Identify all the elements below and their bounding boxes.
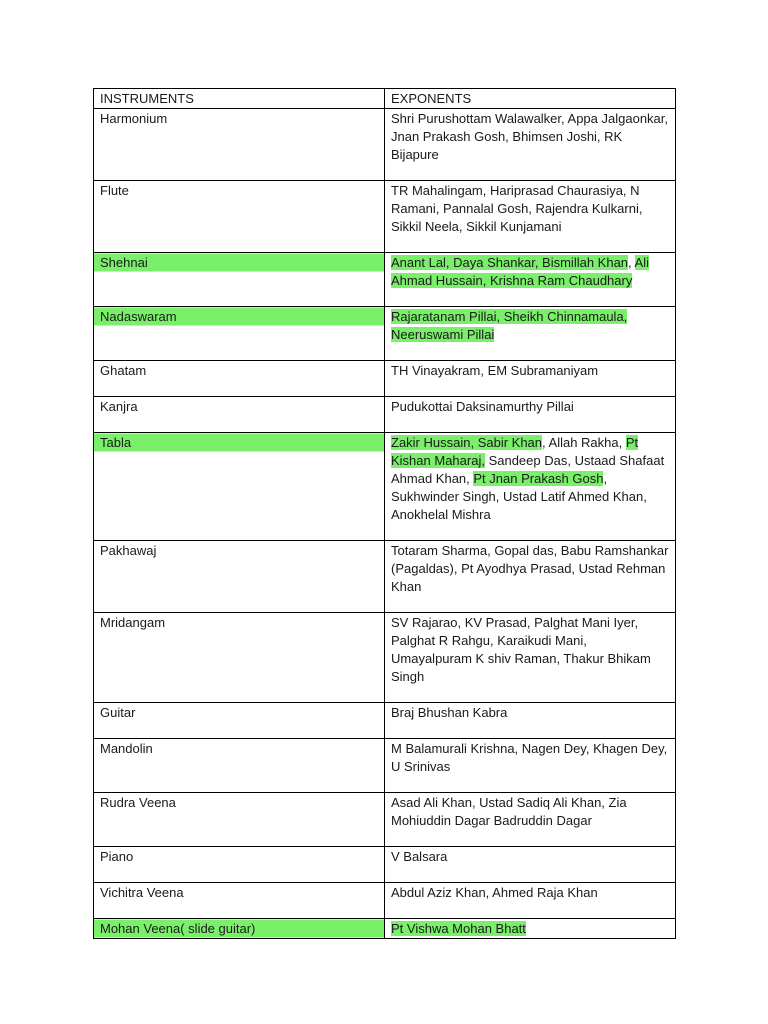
exponent-text: , (628, 255, 635, 270)
instrument-name: Nadaswaram (100, 309, 177, 324)
instrument-cell (94, 883, 385, 919)
exponent-text: Braj Bhushan Kabra (391, 705, 508, 720)
instrument-cell (94, 181, 385, 253)
table-row (94, 361, 676, 397)
table-row (94, 793, 676, 847)
table-row (94, 109, 676, 181)
exponents-cell (385, 397, 676, 433)
instrument-name: Rudra Veena (100, 795, 176, 810)
table-body (94, 89, 676, 939)
document-page (93, 88, 675, 939)
instrument-name: Guitar (100, 705, 136, 720)
exponents-cell (385, 847, 676, 883)
table-row (94, 703, 676, 739)
exponents-cell (385, 109, 676, 181)
instrument-cell (94, 847, 385, 883)
highlighted-text: Pt Kishan Maharaj, (391, 435, 639, 468)
instrument-cell (94, 613, 385, 703)
instrument-name: Harmonium (100, 111, 168, 126)
table-row (94, 919, 676, 939)
table-row (94, 307, 676, 361)
exponents-cell (385, 253, 676, 307)
instrument-name: Kanjra (100, 399, 138, 414)
exponent-text: Asad Ali Khan, Ustad Sadiq Ali Khan, Zia Mohiuddin Dagar Badruddin Dagar (391, 795, 627, 828)
exponents-cell (385, 613, 676, 703)
exponent-text: SV Rajarao, KV Prasad, Palghat Mani Iyer, Palghat R Rahgu, Karaikudi Mani, Umayalpuram K shiv Raman, Thakur Bhikam Singh (391, 615, 651, 684)
table-row (94, 541, 676, 613)
instrument-name: Pakhawaj (100, 543, 157, 558)
instrument-cell (94, 307, 385, 361)
highlighted-text: Zakir Hussain, Sabir Khan (391, 435, 543, 450)
instruments-table (93, 88, 676, 939)
instrument-cell (94, 919, 385, 939)
exponent-text: TH Vinayakram, EM Subramaniyam (391, 363, 599, 378)
instrument-name: Flute (100, 183, 129, 198)
exponent-text: , Sukhwinder Singh, Ustad Latif Ahmed Khan, Anokhelal Mishra (391, 471, 647, 522)
instrument-cell (94, 793, 385, 847)
highlighted-text: Anant Lal, Daya Shankar, Bismillah Khan (391, 255, 629, 270)
instrument-name: Mohan Veena( slide guitar) (100, 921, 256, 936)
exponent-text: , Allah Rakha, (542, 435, 626, 450)
instrument-cell (94, 397, 385, 433)
exponents-cell (385, 919, 676, 939)
exponents-cell (385, 883, 676, 919)
table-row (94, 253, 676, 307)
exponent-text: Abdul Aziz Khan, Ahmed Raja Khan (391, 885, 598, 900)
exponent-text: TR Mahalingam, Hariprasad Chaurasiya, N Ramani, Pannalal Gosh, Rajendra Kulkarni, Sikkil Neela, Sikkil Kunjamani (391, 183, 643, 234)
exponents-cell (385, 703, 676, 739)
header-row (94, 89, 676, 109)
exponents-cell (385, 739, 676, 793)
instrument-cell (94, 361, 385, 397)
exponents-cell (385, 181, 676, 253)
table-row (94, 613, 676, 703)
exponent-text: Shri Purushottam Walawalker, Appa Jalgaonkar, Jnan Prakash Gosh, Bhimsen Joshi, RK Bijapure (391, 111, 668, 162)
table-row (94, 739, 676, 793)
highlighted-text: Pt Jnan Prakash Gosh (473, 471, 604, 486)
exponents-cell (385, 433, 676, 541)
exponent-text: V Balsara (391, 849, 448, 864)
exponents-cell (385, 793, 676, 847)
instrument-name: Mandolin (100, 741, 153, 756)
header-exponents: EXPONENTS (385, 89, 676, 109)
table-row (94, 397, 676, 433)
exponents-cell (385, 361, 676, 397)
exponent-text: Pudukottai Daksinamurthy Pillai (391, 399, 574, 414)
instrument-cell (94, 433, 385, 541)
instrument-name: Tabla (100, 435, 132, 450)
exponent-text: Totaram Sharma, Gopal das, Babu Ramshankar (Pagaldas), Pt Ayodhya Prasad, Ustad Rehman Khan (391, 543, 669, 594)
table-row (94, 883, 676, 919)
instrument-cell (94, 541, 385, 613)
instrument-cell (94, 739, 385, 793)
table-row (94, 433, 676, 541)
highlighted-text: Rajaratanam Pillai, Sheikh Chinnamaula, Neeruswami Pillai (391, 309, 628, 342)
instrument-name: Piano (100, 849, 134, 864)
instrument-name: Ghatam (100, 363, 147, 378)
table-row (94, 181, 676, 253)
exponents-cell (385, 307, 676, 361)
table-row (94, 847, 676, 883)
instrument-cell (94, 703, 385, 739)
exponents-cell (385, 541, 676, 613)
instrument-cell (94, 253, 385, 307)
highlighted-text: Pt Vishwa Mohan Bhatt (391, 921, 526, 936)
highlighted-text: Ali Ahmad Hussain, Krishna Ram Chaudhary (391, 255, 649, 288)
instrument-name: Shehnai (100, 255, 148, 270)
exponent-text: M Balamurali Krishna, Nagen Dey, Khagen Dey, U Srinivas (391, 741, 668, 774)
exponent-text: Sandeep Das, Ustaad Shafaat Ahmad Khan, (391, 453, 665, 486)
instrument-cell (94, 109, 385, 181)
instrument-name: Vichitra Veena (100, 885, 184, 900)
instrument-name: Mridangam (100, 615, 166, 630)
header-instruments: INSTRUMENTS (94, 89, 385, 109)
